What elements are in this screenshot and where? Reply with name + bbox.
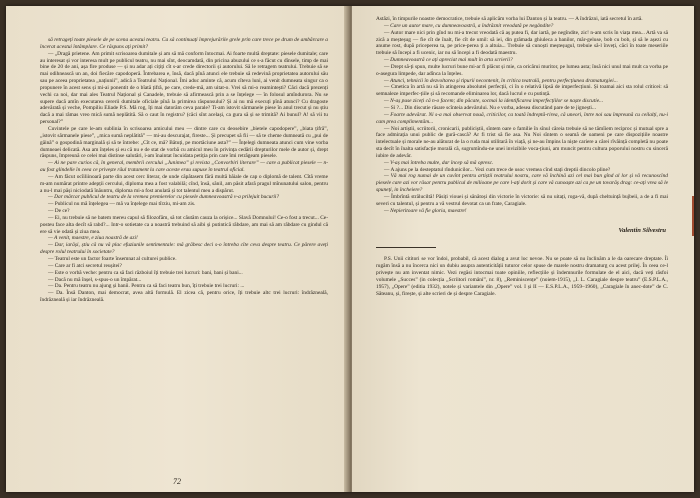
paragraph: — Publicul nu mă înțelegea — mă va înțelege mai tîrziu, mi-am zis. bbox=[48, 201, 196, 208]
page-edge-marker bbox=[692, 196, 694, 236]
paragraph: — Dumneavoastră ce ați apreciat mai mult în arta scrierii? bbox=[384, 57, 513, 64]
paragraph: — Care ar fi atci secretul reușitei? bbox=[48, 262, 122, 269]
paragraph: — De ce? bbox=[48, 208, 70, 215]
paragraph: — A ajuns pe la desteptatul rîndunicilor... Vezi cum trece de usoc vremea cînd stați dreptii dincolo pline? bbox=[384, 166, 611, 173]
paragraph: — V-aș mai întreba multe, dar încep să mă opresc. bbox=[384, 159, 494, 166]
paragraph: — N-aș puse ziceți că n-o facem; din păcate, socmai la identificarea imperfecțiilor se naște discutie... bbox=[384, 98, 604, 105]
paragraph: — Dacă nu mă înșel, s-spus-o un împărat... bbox=[48, 276, 142, 283]
left-page-text bbox=[40, 37, 328, 304]
paragraph: Cuvintele pe care le-am sublinia în scrisoarea amicului meu — dintre care cu deosebire „bietele capodopere”, „biata țifră”, „istovit sărmanele piese”, „mica sumă neplătită” — mi-au descurajat, fireste... Și precupet să fii — să te cheme dumneată cu „pui de găină” o gospodină marginală și să te întrebe: „Cît ce, mă? Bătuți, pe mortăciune asta?” — Înțelegi dumneata atunci cum vine vorba dumneaei delicată. Asa am înțeles și eu că nu e de stat de vorbă cu amicul meu în privința cedării drepturilor mele de autor și, drept răspuns, împreună ce celei mai distinse salutări, i-am înaintat încuidata petiția prin care îmi retrăgeam piesele. bbox=[40, 125, 328, 160]
section-divider bbox=[376, 247, 436, 248]
page-number: 72 bbox=[173, 477, 181, 486]
paragraph: — Da. Pentru teatru nu ajung și banii. Pentru ca să faci teatru bun, îți trebuie trei lucruri: ... bbox=[48, 283, 245, 290]
paragraph: — Dar, iarăși, știu că nu vă plac efuziunile sentimentale: mă grăbesc deci s-o întreba cîte ceva despre teatru. Ce părere aveți despre rolul teatrului în societate? bbox=[40, 242, 328, 256]
paragraph: să retragețí toate piesele de pe scena acestui teatru. Ca să continuați împrejurările grele prin care trece pe drum de ambărcare a încerat acestui întâmplare. Ce răspuns ați primit? bbox=[40, 37, 328, 50]
paragraph: — Noi artiștii, scriitorii, cronicarii, publiciștii, sîntem oare o familie în sînul căreia trebuie să ne tămîiem reciproc și mutual spre a face admirația unui public de gură-cască? Ar fi trist să fie asa. Nu Noi sîntem o seamă de oameni pe care dispozițiile noastre intelectuale și morale ne-au alăturat de la o ruda mai utilitară în viață, și ne-au împins la niște cariere a cărei rîvăință completă nu poate sta decît în înalta satisfacție morală că, sugrumîndu-ne unei invizibile voca-țiuni, am muncit pentru cultura poporului nostru cu sinceră iubire de adevăr. bbox=[376, 125, 668, 159]
paragraph: — A venit, maestre, e ziua noastră de azi! bbox=[48, 235, 138, 242]
left-page bbox=[6, 6, 348, 492]
author-signature: Valentin Silvestru bbox=[618, 227, 666, 235]
paragraph: — Care un autor mare, cu dumneavoastră, a îndrăznit vreodată pe negândite? bbox=[384, 22, 554, 29]
paragraph: — Îmbrîntă străluciltă! Păsiți viouei și sănătoși din victorie în victorie: să nu uitați, roga-vă, după cheltuință bujbeii, a de a fi mai severi cu talentul, și pentru a vă vestrul devotat ca un frate, Caragiale. bbox=[376, 193, 668, 207]
paragraph: — Nepieritoare vă fie gloria, maestre! bbox=[384, 207, 467, 214]
right-page-text bbox=[376, 16, 668, 214]
paragraph: — Ai ne pare curios că, în general, membrii cercului „Junimea” și revista „Convorbiri literare” — care a publicat piesele — n-au fost glindelle în ceea ce privește răul tratament la care aceste erau supuse în teatrul oficial. bbox=[40, 160, 328, 174]
paragraph: — Dar mărcar publicul de teatru de la vremea premierelor cu piesele dumneavoastră v-a prilejuit bucurii? bbox=[48, 194, 280, 201]
paragraph: — Si ?... Din discutie răsare scînteia adevărului. Nu e vorba, adesea discutând pare de te jignești... bbox=[384, 104, 596, 111]
postscript-text: P.S. Unii cititori se vor îndoi, probabil, că acest dialog a avut loc nevoe. Nu se poate să nu înclinăm a le da oarecare dreptate. Îi rugăm însă a nu încerca nici un dubiu asupra autenticității tuturor celor spuse de marele nostru dramaturg cu acest prilej. În ceea ce-l privește nu am inventat nimic. Vezi regăsi intocmai toate opiniile, reflecțiile și îndemnurile formulate de el aici, dacă veți răsfoi volumele „Succes” (in colecția „Scriitori români”, nr. 8), „Reminiscențe” (noiem-1915), „I. L. Caragiale despre teatru” (E.S.P.L.A., 1957), „Opere” (editia 1932), notele și variantele din „Opere” vol. I și II — E.S.P.L.A., 1959–1960), „Caragiale în anec-dote” de C. Săteanu, și, firește, și alte scrieri de și despre Caragiale. bbox=[376, 256, 668, 297]
paragraph: — Foarte adevărat. Ni s-a mai observat nouă, criticilor, ca toată îndreptă-rirea, că uneori, între noi sau împreună cu ceilalți, nu-i cam prea complimentăm... bbox=[376, 111, 668, 125]
paragraph: — Este o vorbă veche: pentru ca să faci războiul îți trebuie trei lucruri: bani, bani și bani... bbox=[48, 269, 243, 276]
paragraph: — „Dragă prietene. Am primit scrisoarea dumitale și am să mă conform întocmai. Ai foarte multă dreptate: piesele dumitale; care au interesat și vor interesa mult pe publicul teatru, nu mai sînt, deocamdată, din pricina abuzului ce s-a făcut cu dînsele, timp de mai bine de 20 de ani, așa fire produse — și nu adar ați cițiți cît s-ar crede directorii și autorului. Să le retragem teatrului. Trebuie să se mai odihnească un an, doi fiecăre capodoperă. Întrebarea e, însă, dacă pînă atunci ele trebuie să redevină proprietatea autorului său sau pe aceea proprietatea „națiunii”, adică a Teatrului Național. Îmi aduc aminte că, acum cîteva luni, ai venit dumneata singur ca o propunere în acest sens și mi-ai ponentit de o bîată țifră, pe care, crede-mă, am uitat-o. Vrei să mi-o reamintești? Căci dacă prezenți vechi ca noi, dar mai ales Teatrul Național și Canadele, trebuie să afirmească prin a se înțelege — în folosul amîndurora. Nu se supere dacă amîn executarea cererii dumitale oficiale pînă la primirea răspunsului? Și ai nu mă execuți pînă atunci? Cu dragoste adevărată și veche, Pompiliu Eliade P.S. Mă rog, îți mai datorăm ceva parale? Ti-am istovit sărmanele piese în anul trecut și nu știu dacă a mai rămas vreo mică sumă neplătită. Să o caut în registru? (căci sînt același, ca gura să și se trimită? Ai bunul? A! să vii tu personal?” bbox=[40, 50, 328, 126]
postscript-paragraph bbox=[376, 256, 668, 297]
paragraph: — Vă mai rog numai de un cuvînt pentru artiștii teatrului nostru, care vă închină azi cel mai bun gînd al lor și vă recunoscînd piesele care azi vor răsar pentru publicul de milioane pe care l-ați dorit și care vă cunoaște azi ca pe un tovarăș drag: ce-ați vrea să le spuneți, in încheiere? bbox=[376, 173, 668, 194]
paragraph: — Da. Însă Danton, mai democrat, avea altă formulă. El zicea că, pentru orice, îți trebuie altc trei lucruri: îndrăzneală, îndrăzneală și iar îndrăzneală. bbox=[40, 290, 328, 304]
paragraph: — Ei, nu trebuie să ne batem mereu capul să filozofăm, să tot căutăm cauza la orișice... Slavă Domnului! Ce-o fost a trecut... Ce-posteu face alta decît să rabd?... Intr-o sotietate ca a noastră trebuind să aibi și putintică răbdare, am mai să am răbdare cu gindul că ere să vie odată și ziua mea. bbox=[40, 214, 328, 235]
right-page bbox=[352, 6, 694, 492]
paragraph: — Autor mare nici prin gînd nu mi-a trecut vreodată că aș putea fi, dar iartă, pe negîndite, zic! n-am scris în viața mea... Artă va să zică a meșteșug — fie cît de înalt, fie cît de umil: să iei, din grămada ghiuleca a banilor, măr-geluse, bob cu bob, și să le așezi cu anume rost, după priceperea ta, pe price-perea ți a altuia... Trebuie să cunoști meșteșugul, trebuie să-l înveți, căci în toate meseriile trebuie să începi a fi ucenic, iar nu să începi a fi deodată maestru. bbox=[376, 29, 668, 57]
paragraph: — Drept să-ți spun, multe lucruri bune mi-ar fi plăcut și mie, ca oricărui muritor, pe lumea asta; însă nici unul mai mult ca vorba pe o-asegura limpede, dar adînca la înțeles. bbox=[376, 63, 668, 77]
paragraph: — Atunci, tehnicii în dezvoltarea și tipurii necontenit, în critica teatrală, pentru perfecțiunea dramaturgiei... bbox=[384, 77, 618, 84]
paragraph: — Am făcut ocîiliinoară parte din acest cerc literar, de unde căpătasem fără multă băiale de cap o diplomă de talent. Cîtă vreme m-am numărat printre adepții cercului, diploma mea a fost valabilă; cînd, însă, sănil, am păsit afară pragul mînunatului salon, pentru a nu-l mai păși niciodată înăuntru, diploma mi-a fost anulată și tot talentul meu a dispărut. bbox=[40, 173, 328, 194]
paragraph: — Teatrul este un factor foarte însemnat al culturei publice. bbox=[48, 256, 177, 262]
paragraph: Astăzi, în timpurile noastre democratice, trebuie să aplicăm vorba lui Danton și la teatru. — A îndrăzni, iată secretul în artă. bbox=[376, 16, 643, 22]
book-spread bbox=[6, 6, 694, 492]
paragraph: — Cmetica în artă nu să în atingerea absolutei perfecții, ci în o relativă lipsă de imperfecțiuni. Și toamai aici sta rolul criticei: să semnaleze imperfec-țiile și să recomande eliminarea lor, dacă lucrul e cu putință. bbox=[376, 84, 668, 98]
